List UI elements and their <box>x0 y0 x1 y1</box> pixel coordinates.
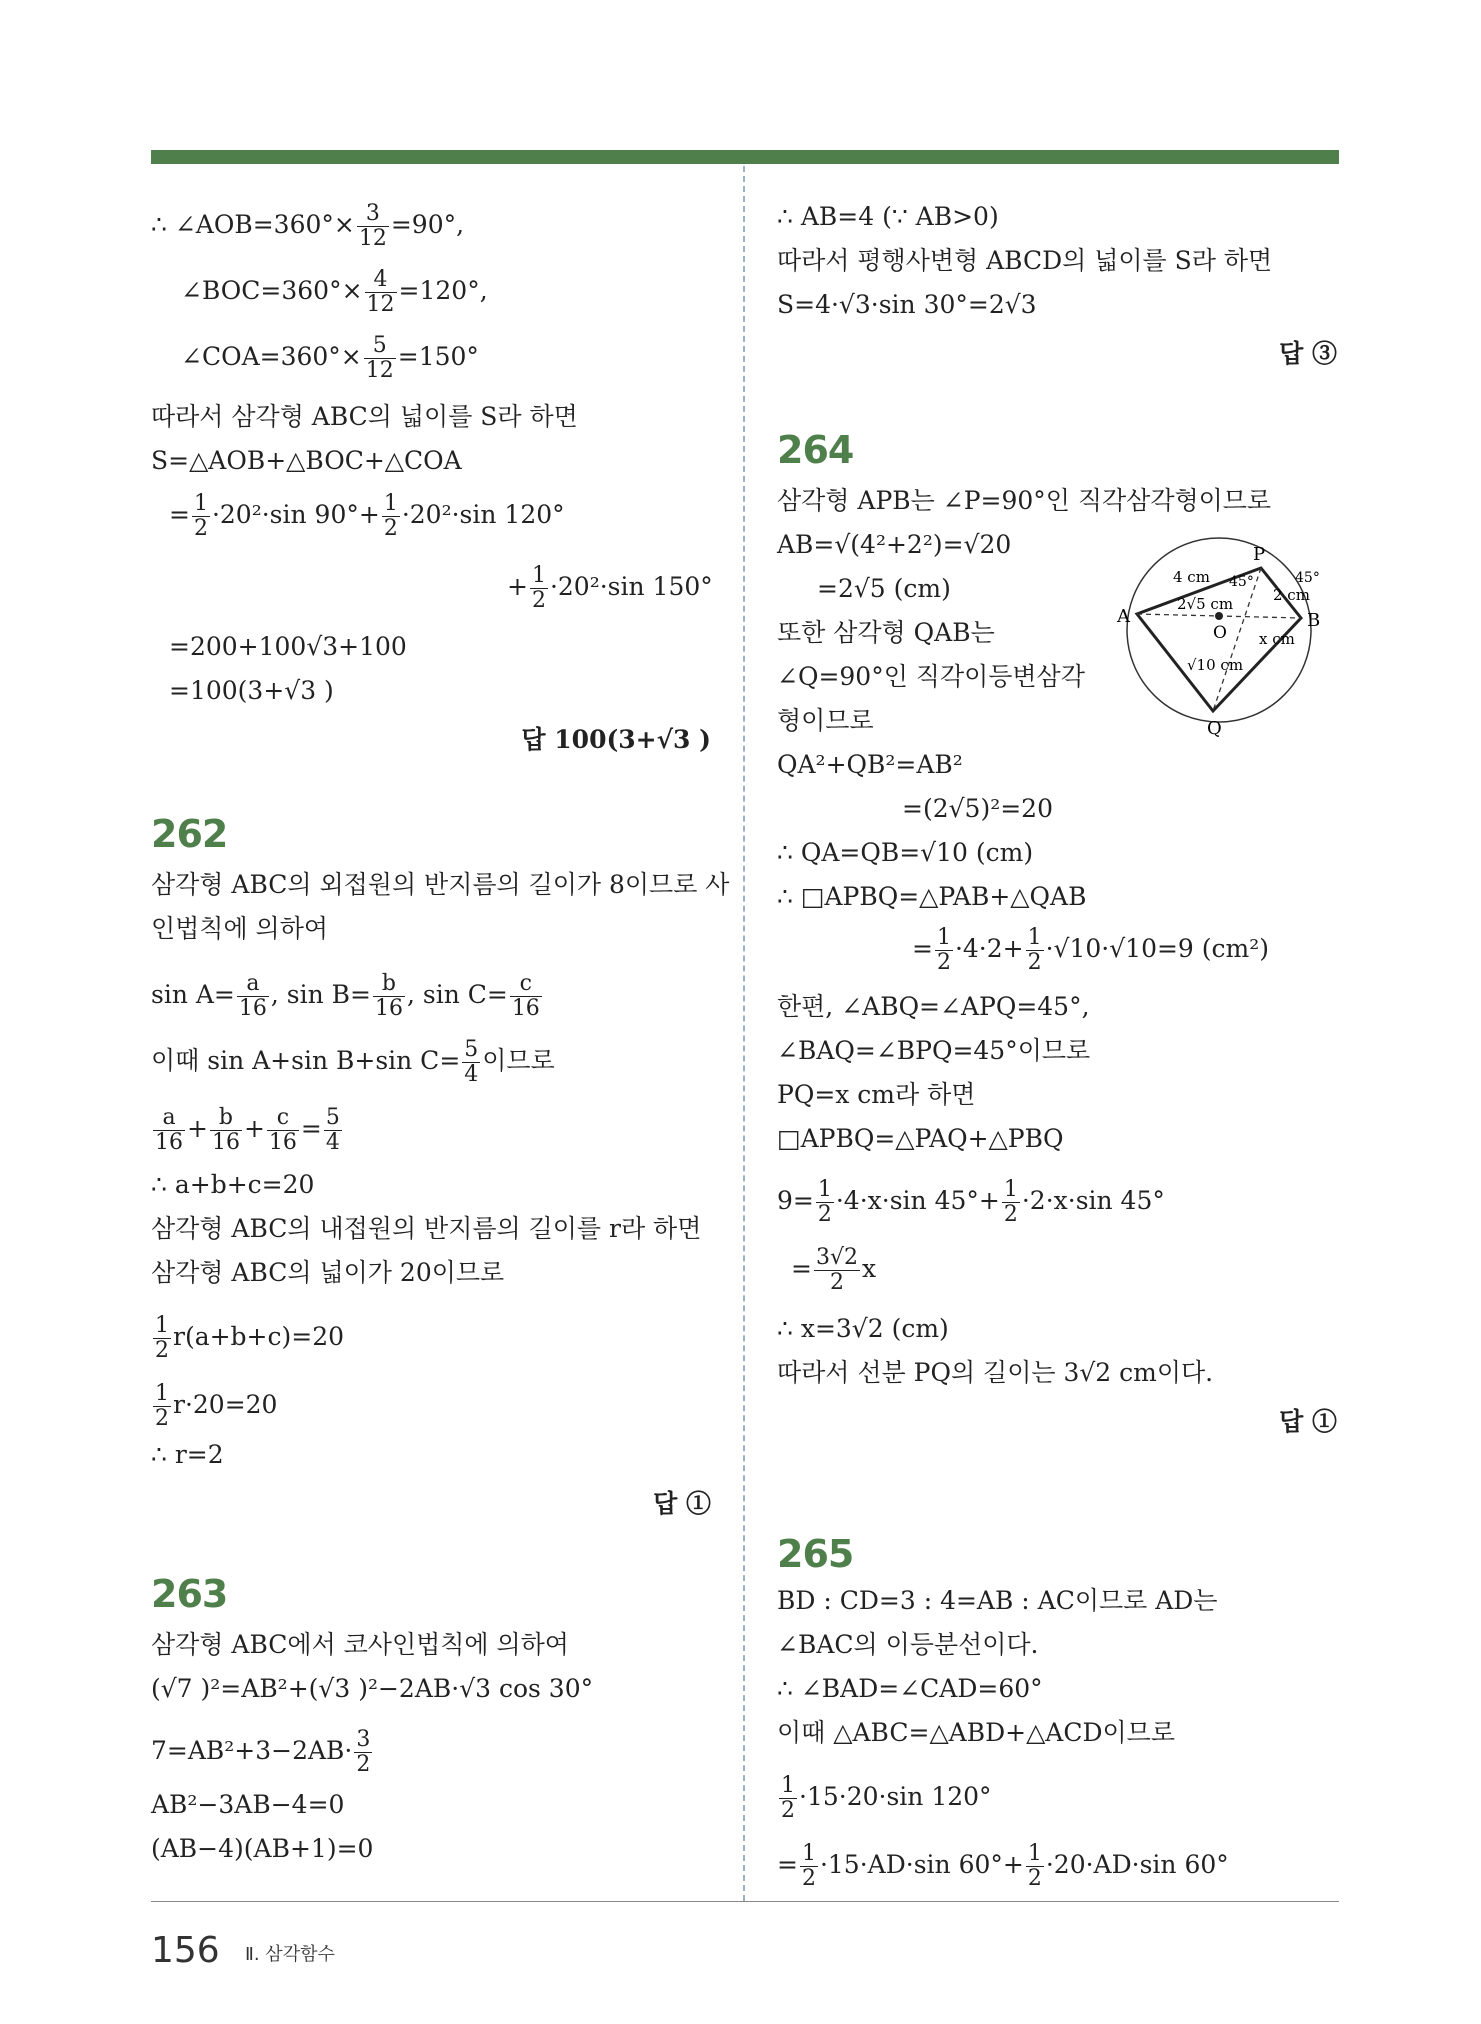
text-line: ∴ r=2 <box>151 1440 224 1469</box>
text-line: 따라서 삼각형 ABC의 넓이를 S라 하면 <box>151 402 578 431</box>
answer-261: 답 100(3+√3 ) <box>521 725 711 754</box>
text-line: =100(3+√3 ) <box>169 676 334 705</box>
text-line: 한편, ∠ABQ=∠APQ=45°, <box>777 992 1090 1021</box>
text-line: =200+100√3+100 <box>169 632 407 661</box>
eq-abd-acd: = $\frac{1}{2}$ ·15·AD·sin 60°+ $\frac{1}{2}$ ·20·AD·sin 60° <box>777 1841 1229 1891</box>
answer-263: 답 ③ <box>1279 339 1337 368</box>
eq-area-apbq: = $\frac{1}{2}$ ·4·2+ $\frac{1}{2}$ ·√10·√10=9 (cm²) <box>912 925 1270 975</box>
label-q: Q <box>1207 718 1222 739</box>
chapter-title: Ⅱ. 삼각함수 <box>245 1944 335 1965</box>
text-line: PQ=x cm라 하면 <box>777 1080 976 1109</box>
text-line: 형이므로 <box>777 706 874 735</box>
text-line: 삼각형 APB는 ∠P=90°인 직각삼각형이므로 <box>777 486 1272 515</box>
label-pq: x cm <box>1259 630 1295 648</box>
header-bar <box>151 150 1339 164</box>
text-line: ∴ x=3√2 (cm) <box>777 1314 949 1343</box>
label-o: O <box>1213 623 1227 643</box>
text-line: ∴ □APBQ=△PAB+△QAB <box>777 882 1087 911</box>
page-number: 156 <box>151 1930 220 1971</box>
text-line: 이때 △ABC=△ABD+△ACD이므로 <box>777 1718 1175 1747</box>
problem-number-263: 263 <box>151 1572 228 1616</box>
text-line: 삼각형 ABC의 내접원의 반지름의 길이를 r라 하면 <box>151 1214 702 1243</box>
text-line: 따라서 평행사변형 ABCD의 넓이를 S라 하면 <box>777 246 1273 275</box>
eq-area-cont: + $\frac{1}{2}$ ·20²·sin 150° <box>507 563 713 613</box>
eq-abc16: $\frac{a}{16}$ + $\frac{b}{16}$ + $\frac{c}{16}$ = $\frac{5}{4}$ <box>155 1105 340 1155</box>
answer-262: 답 ① <box>653 1489 711 1518</box>
text-line: =(2√5)²=20 <box>902 794 1053 823</box>
text-line: ∴ a+b+c=20 <box>151 1170 315 1199</box>
center-point <box>1215 612 1223 620</box>
label-aq: √10 cm <box>1187 656 1244 674</box>
eq-3r2x: = $\frac{3√2}{2}$ x <box>791 1245 877 1295</box>
text-line: 따라서 선분 PQ의 길이는 3√2 cm이다. <box>777 1358 1214 1387</box>
label-angle-45-b: 45° <box>1295 570 1320 586</box>
label-p: P <box>1253 544 1266 565</box>
text-line: ∠Q=90°인 직각이등변삼각 <box>777 662 1085 691</box>
eq-r2: $\frac{1}{2}$ r·20=20 <box>155 1381 278 1431</box>
label-a: A <box>1117 606 1130 627</box>
label-pb: 2 cm <box>1273 586 1310 604</box>
text-line: =2√5 (cm) <box>817 574 951 603</box>
eq-9: 9= $\frac{1}{2}$ ·4·x·sin 45°+ $\frac{1}{2}$ ·2·x·sin 45° <box>777 1177 1165 1227</box>
text-line: 인법칙에 의하여 <box>151 914 328 943</box>
text-line: ∴ AB=4 (∵ AB>0) <box>777 202 999 231</box>
eq-coa: ∠COA=360°× $\frac{5}{12}$ =150° <box>181 333 479 383</box>
eq-sin: sin A= $\frac{a}{16}$ , sin B= $\frac{b}{16}$ , sin C= $\frac{c}{16}$ <box>151 971 540 1021</box>
problem-number-262: 262 <box>151 812 228 856</box>
circle-figure <box>1095 502 1343 762</box>
footer-rule <box>151 1901 1339 1902</box>
text-line: QA²+QB²=AB² <box>777 750 963 779</box>
label-ap: 4 cm <box>1173 568 1210 586</box>
label-ab: 2√5 cm <box>1177 595 1234 613</box>
text-line: □APBQ=△PAQ+△PBQ <box>777 1124 1064 1153</box>
eq-aob: ∴ ∠AOB=360°× $\frac{3}{12}$ =90°, <box>151 201 465 251</box>
text-line: 삼각형 ABC에서 코사인법칙에 의하여 <box>151 1630 569 1659</box>
eq-r1: $\frac{1}{2}$ r(a+b+c)=20 <box>155 1313 345 1363</box>
eq-sinsum: 이때 sin A+sin B+sin C= $\frac{5}{4}$ 이므로 <box>151 1037 555 1087</box>
text-line: ∠BAQ=∠BPQ=45°이므로 <box>777 1036 1091 1065</box>
text-line: S=△AOB+△BOC+△COA <box>151 446 462 475</box>
text-line: 삼각형 ABC의 외접원의 반지름의 길이가 8이므로 사 <box>151 870 730 899</box>
text-line: S=4·√3·sin 30°=2√3 <box>777 290 1037 319</box>
text-line: BD : CD=3 : 4=AB : AC이므로 AD는 <box>777 1586 1218 1615</box>
column-divider <box>743 166 745 1901</box>
answer-264: 답 ① <box>1279 1407 1337 1436</box>
text-line: ∴ ∠BAD=∠CAD=60° <box>777 1674 1043 1703</box>
problem-number-264: 264 <box>777 428 854 472</box>
eq-boc: ∠BOC=360°× $\frac{4}{12}$ =120°, <box>181 267 488 317</box>
text-line: 삼각형 ABC의 넓이가 20이므로 <box>151 1258 505 1287</box>
label-angle-45-a: 45° <box>1229 574 1254 590</box>
text-line: ∴ QA=QB=√10 (cm) <box>777 838 1034 867</box>
label-b: B <box>1307 610 1321 631</box>
text-line: ∠BAC의 이등분선이다. <box>777 1630 1039 1659</box>
eq-area: = $\frac{1}{2}$ ·20²·sin 90°+ $\frac{1}{2}$ ·20²·sin 120° <box>169 491 565 541</box>
problem-number-265: 265 <box>777 1532 854 1576</box>
eq-7: 7=AB²+3−2AB· $\frac{3}{2}$ <box>151 1727 371 1777</box>
text-line: AB=√(4²+2²)=√20 <box>777 530 1012 559</box>
text-line: AB²−3AB−4=0 <box>151 1790 345 1819</box>
text-line: 또한 삼각형 QAB는 <box>777 618 995 647</box>
text-line: (AB−4)(AB+1)=0 <box>151 1834 374 1863</box>
text-line: (√7 )²=AB²+(√3 )²−2AB·√3 cos 30° <box>151 1674 594 1703</box>
eq-abc-area: $\frac{1}{2}$ ·15·20·sin 120° <box>781 1773 992 1823</box>
